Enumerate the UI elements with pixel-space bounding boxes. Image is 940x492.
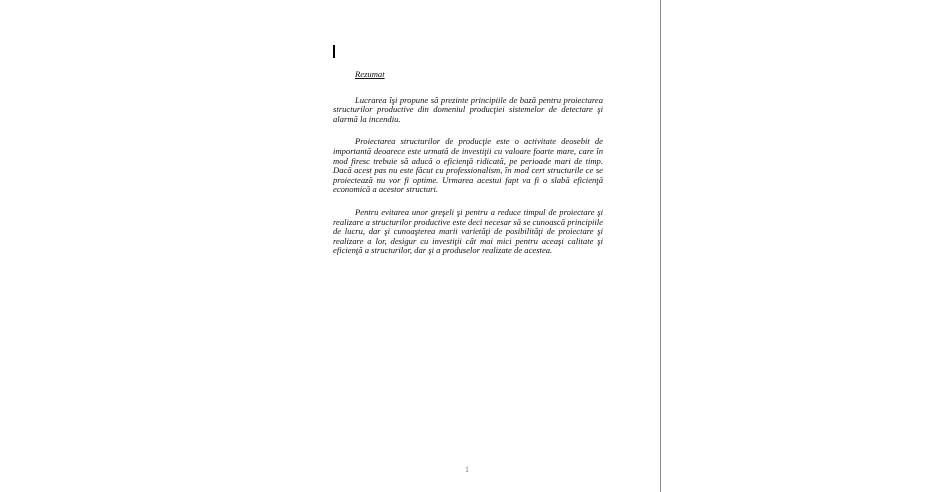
text-cursor <box>333 45 335 58</box>
document-body[interactable] <box>333 70 603 269</box>
paragraph-1: Lucrarea îşi propune să prezinte principiile de bază pentru proiectarea structurilor productive din domeniul producţiei sistemelor de detectare şi alarmă la incendiu. <box>333 94 603 124</box>
page-number: 1 <box>465 465 469 474</box>
paragraph-3: Pentru evitarea unor greşeli şi pentru a reduce timpul de proiectare şi realizare a structurilor productive este deci necesar să se cunoască principiile de lucru, dar şi cunoaşterea marii varietăţi de posibilităţi de proiectare şi realizare a lor, desigur cu investiţii cât mai mici pentru aceaşi calitate şi eficienţă a structurilor, dar şi a produselor realizate de acestea. <box>333 206 603 256</box>
section-heading: Rezumat <box>355 69 385 79</box>
page-edge-divider <box>660 0 661 492</box>
paragraph-2: Proiectarea structurilor de producţie este o activitate deosebit de importantă deoarece este urmată de investiţii cu valoare foarte mare, care în mod firesc trebuie să aducă o eficienţă ridicată, pe perioade mari de timp. Dacă acest pas nu este făcut cu professionalism, în mod cert structurile ce se proiectează nu vor fi optime. Urmarea acestui fapt va fi o slabă eficienţă economică a acestor structuri. <box>333 136 603 195</box>
